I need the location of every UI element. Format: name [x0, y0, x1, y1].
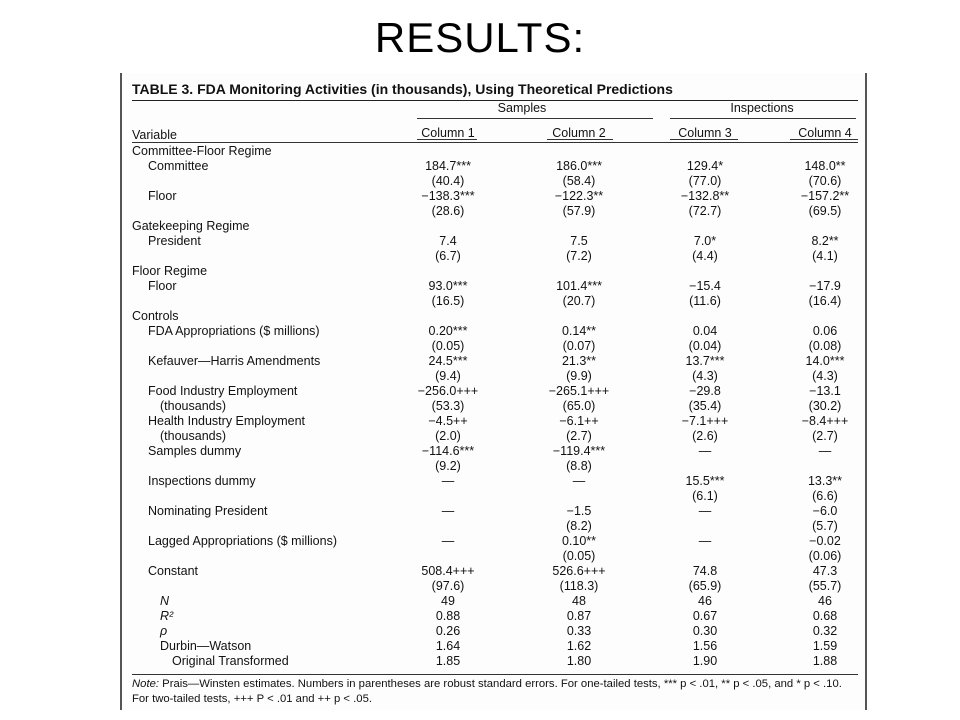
- table-cell: —: [441, 534, 455, 548]
- row-label: Health Industry Employment: [148, 414, 306, 428]
- row-label: Nominating President: [148, 504, 268, 518]
- table-cell: (118.3): [559, 579, 599, 593]
- group-header-inspections: Inspections: [730, 101, 794, 115]
- table-cell: (4.3): [812, 369, 838, 383]
- table-cell: (28.6): [431, 204, 465, 218]
- table-cell: 7.4: [439, 234, 457, 248]
- table-row: [122, 579, 865, 594]
- table-cell: 1.59: [812, 639, 838, 653]
- table-row: [122, 639, 865, 654]
- row-label: Constant: [148, 564, 199, 578]
- table-cell: 129.4*: [686, 159, 724, 173]
- table-cell: 101.4***: [556, 279, 602, 293]
- table-cell: 0.04: [692, 324, 718, 338]
- slide-title: RESULTS:: [374, 14, 586, 61]
- table-row: [122, 654, 865, 669]
- table-row: [122, 504, 865, 519]
- column-header-4: Column 4: [798, 126, 852, 140]
- table-row: [122, 564, 865, 579]
- row-label: Committee-Floor Regime: [132, 144, 272, 158]
- table-row: [122, 144, 865, 159]
- table-cell: 0.32: [812, 624, 838, 638]
- table-cell: (0.06): [808, 549, 842, 563]
- group-header-samples: Samples: [497, 101, 547, 115]
- table-cell: (20.7): [562, 294, 596, 308]
- table-cell: (2.6): [692, 429, 718, 443]
- row-label: (thousands): [160, 399, 227, 413]
- table-cell: —: [698, 444, 712, 458]
- table-cell: (53.3): [431, 399, 465, 413]
- table-row: [122, 279, 865, 294]
- table-row: [122, 609, 865, 624]
- table-cell: −6.0: [812, 504, 838, 518]
- table-cell: —: [441, 504, 455, 518]
- table-cell: 13.3**: [807, 474, 843, 488]
- table-cell: (72.7): [688, 204, 722, 218]
- table-cell: (4.1): [812, 249, 838, 263]
- table-cell: 0.68: [812, 609, 838, 623]
- table-cell: 7.0*: [693, 234, 717, 248]
- table-cell: −13.1: [809, 384, 841, 398]
- table-cell: —: [441, 474, 455, 488]
- row-label: Kefauver—Harris Amendments: [148, 354, 321, 368]
- table-row: [122, 534, 865, 549]
- table-row: [122, 594, 865, 609]
- row-label: Original Transformed: [172, 654, 289, 668]
- table-cell: 508.4+++: [421, 564, 475, 578]
- table-cell: (0.07): [562, 339, 596, 353]
- table-cell: —: [572, 474, 586, 488]
- table-row: [122, 159, 865, 174]
- table-frame: [120, 73, 867, 710]
- row-label: Inspections dummy: [148, 474, 256, 488]
- table-cell: —: [818, 444, 832, 458]
- table-row: [122, 234, 865, 249]
- table-cell: 14.0***: [805, 354, 845, 368]
- table-row: [122, 384, 865, 399]
- table-row: [122, 624, 865, 639]
- table-row: [122, 459, 865, 474]
- row-label: ρ: [160, 624, 168, 638]
- table-cell: 186.0***: [556, 159, 602, 173]
- variable-header: Variable: [132, 128, 177, 142]
- table-cell: (77.0): [688, 174, 722, 188]
- table-cell: 1.80: [566, 654, 592, 668]
- table-cell: (2.0): [435, 429, 461, 443]
- table-row: [122, 444, 865, 459]
- row-label: Floor Regime: [132, 264, 208, 278]
- table-cell: (0.05): [431, 339, 465, 353]
- row-label: President: [148, 234, 201, 248]
- table-cell: (6.6): [812, 489, 838, 503]
- table-row: [122, 429, 865, 444]
- table-cell: 1.64: [435, 639, 461, 653]
- table-row: [122, 489, 865, 504]
- table-cell: 46: [818, 594, 832, 608]
- table-cell: 0.67: [692, 609, 718, 623]
- table-cell: −0.02: [809, 534, 841, 548]
- table-cell: (58.4): [562, 174, 596, 188]
- table-cell: (5.7): [812, 519, 838, 533]
- table-row: [122, 474, 865, 489]
- table-cell: −7.1+++: [681, 414, 729, 428]
- table-row: [122, 249, 865, 264]
- table-row: [122, 174, 865, 189]
- table-cell: (70.6): [808, 174, 842, 188]
- table-cell: −122.3**: [554, 189, 604, 203]
- table-cell: (40.4): [431, 174, 465, 188]
- table-cell: −29.8: [689, 384, 721, 398]
- table-cell: 48: [572, 594, 586, 608]
- table-cell: 8.2**: [811, 234, 839, 248]
- table-body: [122, 73, 865, 673]
- table-cell: (97.6): [431, 579, 465, 593]
- table-cell: −256.0+++: [417, 384, 479, 398]
- table-cell: 24.5***: [428, 354, 468, 368]
- row-label: (thousands): [160, 429, 227, 443]
- table-cell: 93.0***: [428, 279, 468, 293]
- table-cell: 1.56: [692, 639, 718, 653]
- table-cell: (9.9): [566, 369, 592, 383]
- table-cell: 526.6+++: [552, 564, 606, 578]
- row-label: Floor: [148, 189, 177, 203]
- column-header-1: Column 1: [421, 126, 475, 140]
- table-cell: (55.7): [808, 579, 842, 593]
- row-label: Controls: [132, 309, 179, 323]
- column-header-3: Column 3: [678, 126, 732, 140]
- table-row: [122, 204, 865, 219]
- row-label: Samples dummy: [148, 444, 242, 458]
- table-cell: (8.2): [566, 519, 592, 533]
- table-cell: (16.5): [431, 294, 465, 308]
- row-label: R²: [160, 609, 174, 623]
- table-cell: 0.26: [435, 624, 461, 638]
- row-label: FDA Appropriations ($ millions): [148, 324, 320, 338]
- table-row: [122, 294, 865, 309]
- table-cell: (8.8): [566, 459, 592, 473]
- row-label: Committee: [148, 159, 209, 173]
- table-cell: −119.4***: [552, 444, 606, 458]
- table-cell: −265.1+++: [548, 384, 610, 398]
- row-label: Food Industry Employment: [148, 384, 298, 398]
- table-cell: 1.88: [812, 654, 838, 668]
- table-cell: (7.2): [566, 249, 592, 263]
- table-cell: (57.9): [562, 204, 596, 218]
- table-row: [122, 339, 865, 354]
- row-label: Gatekeeping Regime: [132, 219, 250, 233]
- table-cell: −1.5: [566, 504, 592, 518]
- table-cell: 1.85: [435, 654, 461, 668]
- table-title: TABLE 3. FDA Monitoring Activities (in thousands), Using Theoretical Predictions: [132, 81, 673, 97]
- table-cell: 0.33: [566, 624, 592, 638]
- table-cell: (0.05): [562, 549, 596, 563]
- table-cell: −4.5++: [428, 414, 468, 428]
- table-row: [122, 189, 865, 204]
- table-cell: (4.4): [692, 249, 718, 263]
- table-cell: 15.5***: [685, 474, 725, 488]
- table-cell: 0.87: [566, 609, 592, 623]
- table-cell: (4.3): [692, 369, 718, 383]
- table-cell: (16.4): [808, 294, 842, 308]
- table-cell: 74.8: [692, 564, 718, 578]
- table-cell: (6.7): [435, 249, 461, 263]
- table-row: [122, 414, 865, 429]
- table-cell: 49: [441, 594, 455, 608]
- table-cell: (11.6): [689, 294, 721, 308]
- table-cell: 1.90: [692, 654, 718, 668]
- table-cell: (2.7): [812, 429, 838, 443]
- table-cell: (0.04): [688, 339, 722, 353]
- table-cell: 0.10**: [561, 534, 597, 548]
- row-label: Durbin—Watson: [160, 639, 252, 653]
- table-cell: (6.1): [692, 489, 718, 503]
- table-cell: (9.2): [435, 459, 461, 473]
- table-cell: −138.3***: [421, 189, 475, 203]
- table-cell: (69.5): [808, 204, 842, 218]
- note-text: Prais—Winsten estimates. Numbers in parentheses are robust standard errors. For one-tailed tests, *** p < .01, ** p < .05, and * p < .10. For two-tailed tests, +++ P < .01 and ++ p < .05.: [132, 678, 842, 705]
- table-cell: 0.20***: [428, 324, 468, 338]
- table-cell: —: [698, 504, 712, 518]
- table-row: [122, 309, 865, 324]
- row-label: Lagged Appropriations ($ millions): [148, 534, 337, 548]
- table-cell: −17.9: [809, 279, 841, 293]
- table-cell: 7.5: [570, 234, 588, 248]
- table-row: [122, 549, 865, 564]
- table-cell: 46: [698, 594, 712, 608]
- table-cell: 0.14**: [561, 324, 597, 338]
- column-header-2: Column 2: [552, 126, 606, 140]
- table-cell: (0.08): [808, 339, 842, 353]
- table-cell: (30.2): [808, 399, 842, 413]
- table-cell: (2.7): [566, 429, 592, 443]
- table-cell: −114.6***: [421, 444, 475, 458]
- table-cell: 21.3**: [561, 354, 597, 368]
- table-row: [122, 369, 865, 384]
- table-cell: 0.30: [692, 624, 718, 638]
- note-label: Note:: [132, 678, 160, 690]
- table-cell: −132.8**: [680, 189, 730, 203]
- table-row: [122, 264, 865, 279]
- table-row: [122, 354, 865, 369]
- table-note: [132, 677, 858, 707]
- table-row: [122, 519, 865, 534]
- table-cell: 184.7***: [425, 159, 471, 173]
- table-cell: 47.3: [812, 564, 838, 578]
- table-cell: 0.88: [435, 609, 461, 623]
- table-cell: (35.4): [688, 399, 722, 413]
- row-label: N: [160, 594, 170, 608]
- row-label: Floor: [148, 279, 177, 293]
- table-cell: 1.62: [566, 639, 592, 653]
- table-row: [122, 399, 865, 414]
- table-cell: −6.1++: [559, 414, 599, 428]
- table-cell: (9.4): [435, 369, 461, 383]
- bottom-rule: [132, 674, 858, 675]
- table-cell: −157.2**: [800, 189, 850, 203]
- table-cell: (65.9): [688, 579, 722, 593]
- table-row: [122, 219, 865, 234]
- table-cell: 148.0**: [804, 159, 846, 173]
- table-cell: (65.0): [562, 399, 596, 413]
- table-cell: −8.4+++: [801, 414, 849, 428]
- table-cell: —: [698, 534, 712, 548]
- table-cell: −15.4: [689, 279, 721, 293]
- table-cell: 0.06: [812, 324, 838, 338]
- table-cell: 13.7***: [685, 354, 725, 368]
- table-row: [122, 324, 865, 339]
